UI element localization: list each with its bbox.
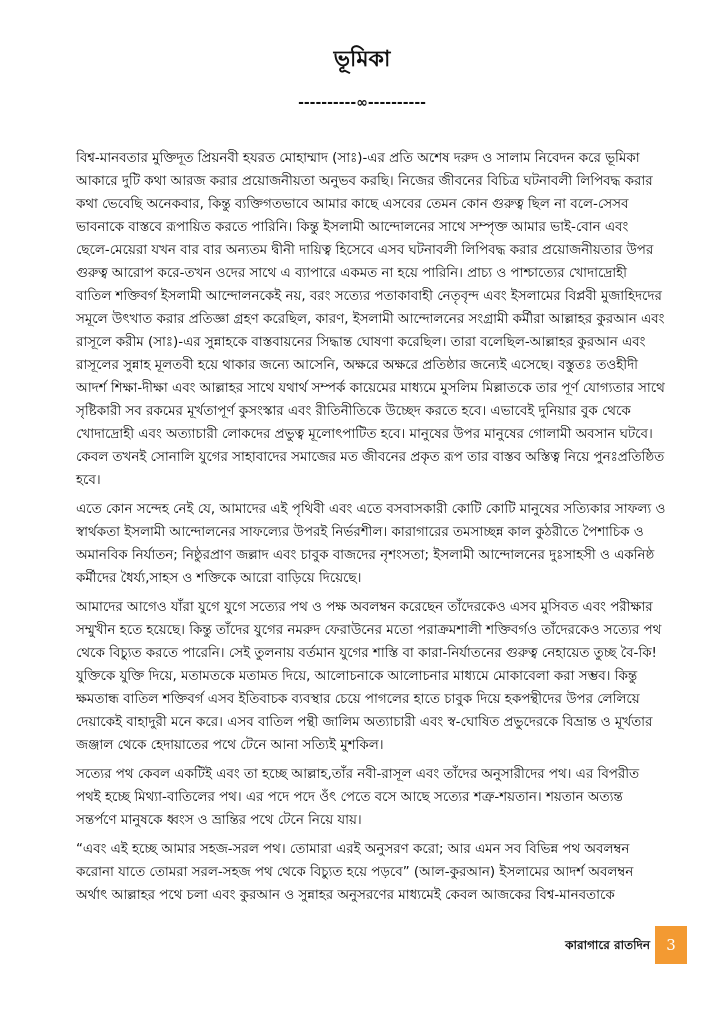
paragraph-2: এতে কোন সন্দেহ নেই যে, আমাদের এই পৃথিবী এবং এতে বসবাসকারী কোটি কোটি মানুষের সত্যিকার সাফল্য ও স্বার্থকতা ইসলামী আন্দোলনের সাফল্যের উপরই নির্ভরশীল। কারাগারের তমসাচ্ছন্ন কাল কুঠরীতে পৈশাচিক ও অমানবিক নির্যাতন; নিষ্ঠুরপ্রাণ জল্লাদ এবং চাবুক বাজদের নৃশংসতা; ইসলামী আন্দোলনের দুঃসাহসী ও একনিষ্ঠ কর্মীদের ধৈর্য্য,সাহস ও শক্তিকে আরো বাড়িয়ে দিয়েছে। xyxy=(76,502,666,586)
footer-book-title: কারাগারে রাতদিন xyxy=(565,938,650,952)
page-footer xyxy=(0,926,724,964)
body-text xyxy=(76,147,666,913)
paragraph-5: “এবং এই হচ্ছে আমার সহজ-সরল পথ। তোমারা এরই অনুসরণ করো; আর এমন সব বিভিন্ন পথ অবলম্বন করোনা যাতে তোমরা সরল-সহজ পথ থেকে বিচ্যুত হয়ে পড়বে” (আল-কুরআন) ইসলামের আদর্শ অবলম্বন অর্থাৎ আল্লাহর পথে চলা এবং কুরআন ও সুন্নাহর অনুসরণের মাধ্যমেই কেবল আজকের বিশ্ব-মানবতাকে xyxy=(76,842,634,903)
page-title: ভূমিকা xyxy=(333,47,391,72)
paragraph-1: বিশ্ব-মানবতার মুক্তিদূত প্রিয়নবী হযরত মোহাম্মাদ (সাঃ)-এর প্রতি অশেষ দরুদ ও সালাম নিবেদন করে ভূমিকা আকারে দুটি কথা আরজ করার প্রয়োজনীয়তা অনুভব করছি। নিজের জীবনের বিচিত্র ঘটনাবলী লিপিবদ্ধ করার কথা ভেবেছি অনেকবার, কিন্তু ব্যক্তিগতভাবে আমার কাছে এসবের তেমন কোন গুরুত্ব ছিল না বলে-সেসব ভাবনাকে বাস্তবে রূপায়িত করতে পারিনি। কিন্তু ইসলামী আন্দোলনের সাথে সম্পৃক্ত আমার ভাই-বোন এবং ছেলে-মেয়েরা যখন বার বার অন্যতম দ্বীনী দায়িত্ব হিসেবে এসব ঘটনাবলী লিপিবদ্ধ করার প্রয়োজনীয়তার উপর গুরুত্ব আরোপ করে-তখন ওদের সাথে এ ব্যাপারে একমত না হয়ে পারিনি। প্রাচ্য ও পাশ্চাত্যের খোদাদ্রোহী বাতিল শক্তিবর্গ ইসলামী আন্দোলনকেই নয়, বরং সত্যের পতাকাবাহী নেতৃবৃন্দ এবং ইসলামের বিপ্লবী মুজাহিদদের সমূলে উৎখাত করার প্রতিজ্ঞা গ্রহণ করেছিল, কারণ, ইসলামী আন্দোলনের সংগ্রামী কর্মীরা আল্লাহর কুরআন এবং রাসূলে করীম (সাঃ)-এর সুন্নাহকে বাস্তবায়নের সিদ্ধান্ত ঘোষণা করেছিল। তারা বলেছিল-আল্লাহর কুরআন এবং রাসূলের সুন্নাহ মূলতবী হয়ে থাকার জন্যে আসেনি, অক্ষরে অক্ষরে প্রতিষ্ঠার জন্যেই এসেছে। বস্তুতঃ তওহীদী আদর্শ শিক্ষা-দীক্ষা এবং আল্লাহর সাথে যথার্থ সম্পর্ক কায়েমের মাধ্যমে মুসলিম মিল্লাতকে তার পূর্ণ যোগ্যতার সাথে সৃষ্টিকারী সব রকমের মূর্খতাপূর্ণ কুসংস্কার এবং রীতিনীতিকে উচ্ছেদ করতে হবে। এভাবেই দুনিয়ার বুক থেকে খোদাদ্রোহী এবং অত্যাচারী লোকদের প্রভুত্ব মূলোৎপাটিত হবে। মানুষের উপর মানুষের গোলামী অবসান ঘটবে। কেবল তখনই সোনালি যুগের সাহাবাদের সমাজের মত জীবনের প্রকৃত রূপ তার বাস্তব অস্তিত্ব নিয়ে পুনঃপ্রতিষ্ঠিত হবে। xyxy=(76,151,665,488)
page-number-badge: 3 xyxy=(655,926,687,964)
paragraph-3: আমাদের আগেও যাঁরা যুগে যুগে সত্যের পথ ও পক্ষ অবলম্বন করেছেন তাঁদেরকেও এসব মুসিবত এবং পরীক্ষার সম্মুখীন হতে হয়েছে। কিন্তু তাঁদের যুগের নমরুদ ফেরাউনের মতো পরাক্রমশালী শক্তিবর্গও তাঁদেরকেও সত্যের পথ থেকে বিচ্যুত করতে পারেনি। সেই তুলনায় বর্তমান যুগের শাস্তি বা কারা-নির্যাতনের গুরুত্ব নেহায়েত তুচ্ছ বৈ-কি! যুক্তিকে যুক্তি দিয়ে, মতামতকে মতামত দিয়ে, আলোচনাকে আলোচনার মাধ্যমে মোকাবেলা করা সম্ভব। কিন্তু ক্ষমতান্ধ বাতিল শক্তিবর্গ এসব ইতিবাচক ব্যবস্থার চেয়ে পাগলের হাতে চাবুক দিয়ে হকপন্থীদের উপর লেলিয়ে দেয়াকেই বাহাদুরী মনে করে। এসব বাতিল পন্থী জালিম অত্যাচারী এবং স্ব-ঘোষিত প্রভুদেরকে বিভ্রান্ত ও মূর্খতার জঞ্জাল থেকে হেদায়াতের পথে টেনে আনা সত্যিই মুশকিল। xyxy=(76,600,662,753)
paragraph-4: সত্যের পথ কেবল একটিই এবং তা হচ্ছে আল্লাহ,তাঁর নবী-রাসূল এবং তাঁদের অনুসারীদের পথ। এর বিপরীত পথই হচ্ছে মিথ্যা-বাতিলের পথ। এর পদে পদে ওঁৎ পেতে বসে আছে সত্যের শত্রু-শয়তান। শয়তান অত্যন্ত সন্তর্পণে মানুষকে ধ্বংস ও ভ্রান্তির পথে টেনে নিয়ে যায়। xyxy=(76,767,640,828)
title-divider: ----------∞---------- xyxy=(298,95,426,111)
